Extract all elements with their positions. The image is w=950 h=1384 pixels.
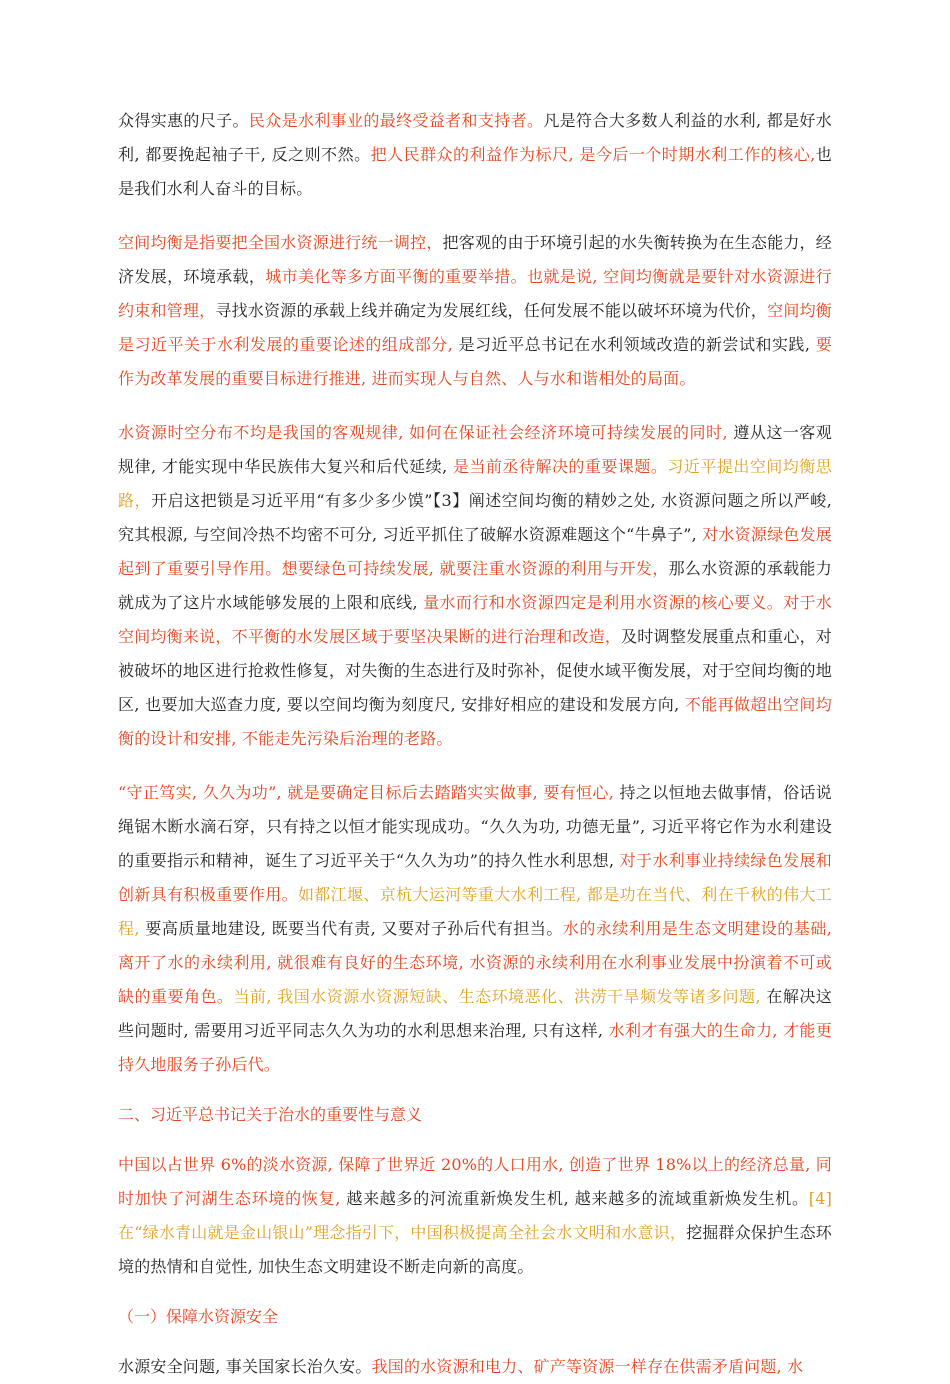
text-run: 在“绿水青山就是金山银山”理念指引下，中国积极提高全社会水文明和水意识， — [118, 1223, 687, 1242]
text-run: 城市美化等多方面平衡的重要举措。也就是说, 空间均衡就是要针对水资源进行约束和管理， — [118, 267, 832, 320]
text-run: 是习近平总书记在水利领域改造的新尝试和实践, — [453, 335, 811, 354]
text-run: 把人民群众的利益作为标尺, 是今后一个时期水利工作的核心, — [370, 145, 816, 164]
paragraph-4 — [118, 776, 832, 1082]
text-run: “守正笃实, 久久为功”, 就是要确定目标后去踏踏实实做事, 要有恒心, — [118, 783, 615, 802]
paragraph-2 — [118, 226, 832, 396]
text-run: 要作为改革发展的重要目标进行推进, 进而实现人与自然、人与水和谐相处的局面。 — [118, 335, 832, 388]
paragraph-1 — [118, 104, 832, 206]
text-run: 把客观的由于环境引起的水失衡转换为在生态能力，经济发展，环境承载， — [118, 233, 832, 286]
text-run: 遵从这一客观规律, 才能实现中华民族伟大复兴和后代延续, — [118, 423, 832, 476]
text-run: 及时调整发展重点和重心，对被破坏的地区进行抢救性修复，对失衡的生态进行及时弥补，促使水域平衡发展，对于空间均衡的地区, 也要加大巡查力度, 要以空间均衡为刻度尺, 安排好相应的建设和发展方向, — [118, 627, 832, 714]
text-run: [4] — [808, 1189, 833, 1208]
text-run: 也是我们水利人奋斗的目标。 — [118, 145, 832, 198]
subsection-heading: （一）保障水资源安全 — [118, 1307, 279, 1326]
paragraph-3 — [118, 416, 832, 756]
text-run: 水源安全问题, 事关国家长治久安。 — [118, 1357, 372, 1376]
text-run: 空间均衡是指要把全国水资源进行统一调控， — [118, 233, 443, 252]
text-run: 持之以恒地去做事情，俗话说绳锯木断水滴石穿，只有持之以恒才能实现成功。“久久为功, 功德无量”, 习近平将它作为水利建设的重要指示和精神，诞生了习近平关于“久久为功”的持久性水利思想, — [118, 783, 832, 870]
text-run: 不能再做超出空间均衡的设计和安排, 不能走先污染后治理的老路。 — [118, 695, 832, 748]
paragraph-6 — [118, 1350, 832, 1384]
text-run: 水的永续利用是生态文明建设的基础, 离开了水的永续利用, 就很难有良好的生态环境, 水资源的永续利用在水利事业发展中扮演着不可或缺的重要角色。 — [118, 919, 832, 1006]
text-run: 越来越多的河流重新焕发生机, 越来越多的流域重新焕发生机。 — [340, 1189, 809, 1208]
text-run: 我国的水资源和电力、矿产等资源一样存在供需矛盾问题, 水 — [371, 1357, 804, 1376]
text-run: 对水资源绿色发展起到了重要引导作用。想要绿色可持续发展, 就要注重水资源的利用与开发， — [118, 525, 833, 578]
text-run: 量水而行和水资源四定是利用水资源的核心要义。对于水空间均衡来说，不平衡的水发展区域于要坚决果断的进行治理和改造， — [118, 593, 832, 646]
text-run: 空间均衡是习近平关于水利发展的重要论述的组成部分, — [118, 301, 832, 354]
text-run: 水利才有强大的生命力, 才能更持久地服务子孙后代。 — [118, 1021, 833, 1074]
text-run: 寻找水资源的承载上线并确定为发展红线，任何发展不能以破坏环境为代价， — [215, 301, 768, 320]
paragraph-5 — [118, 1148, 832, 1284]
text-run: 如都江堰、京杭大运河等重大水利工程, 都是功在当代、利在千秋的伟大工程, — [118, 885, 832, 938]
text-run: 习近平提出空间均衡思路， — [118, 457, 832, 510]
text-run: 凡是符合大多数人利益的水利, 都是好水利, 都要挽起袖子干, 反之则不然。 — [118, 111, 832, 164]
text-run: 要高质量地建设, 既要当代有责, 又要对子孙后代有担当。 — [139, 919, 563, 938]
text-run: 对于水利事业持续绿色发展和创新具有积极重要作用。 — [118, 851, 832, 904]
text-run: 开启这把锁是习近平用“有多少多少馍”【3】阐述空间均衡的精妙之处, 水资源问题之所以严峻, 究其根源, 与空间冷热不均密不可分, 习近平抓住了破解水资源难题这个“牛鼻子”, — [118, 491, 832, 544]
text-run: 水资源时空分布不均是我国的客观规律, 如何在保证社会经济环境可持续发展的同时, — [118, 423, 728, 442]
section-heading: 二、习近平总书记关于治水的重要性与意义 — [118, 1105, 423, 1124]
text-run: 民众是水利事业的最终受益者和支持者。 — [248, 111, 544, 130]
text-run: 中国以占世界 6%的淡水资源, 保障了世界近 20%的人口用水, 创造了世界 18%以上的经济总量, 同时加快了河湖生态环境的恢复, — [118, 1155, 832, 1208]
text-run: 挖掘群众保护生态环境的热情和自觉性, 加快生态文明建设不断走向新的高度。 — [118, 1223, 832, 1276]
text-run: 当前, 我国水资源水资源短缺、生态环境恶化、洪涝干旱频发等诸多问题, — [233, 987, 761, 1006]
text-run: 众得实惠的尺子。 — [118, 111, 249, 130]
text-run: 在解决这些问题时, 需要用习近平同志久久为功的水利思想来治理, 只有这样, — [118, 987, 833, 1040]
text-run: 是当前丞待解决的重要课题。 — [447, 457, 668, 476]
text-run: 那么水资源的承载能力就成为了这片水域能够发展的上限和底线, — [118, 559, 832, 612]
